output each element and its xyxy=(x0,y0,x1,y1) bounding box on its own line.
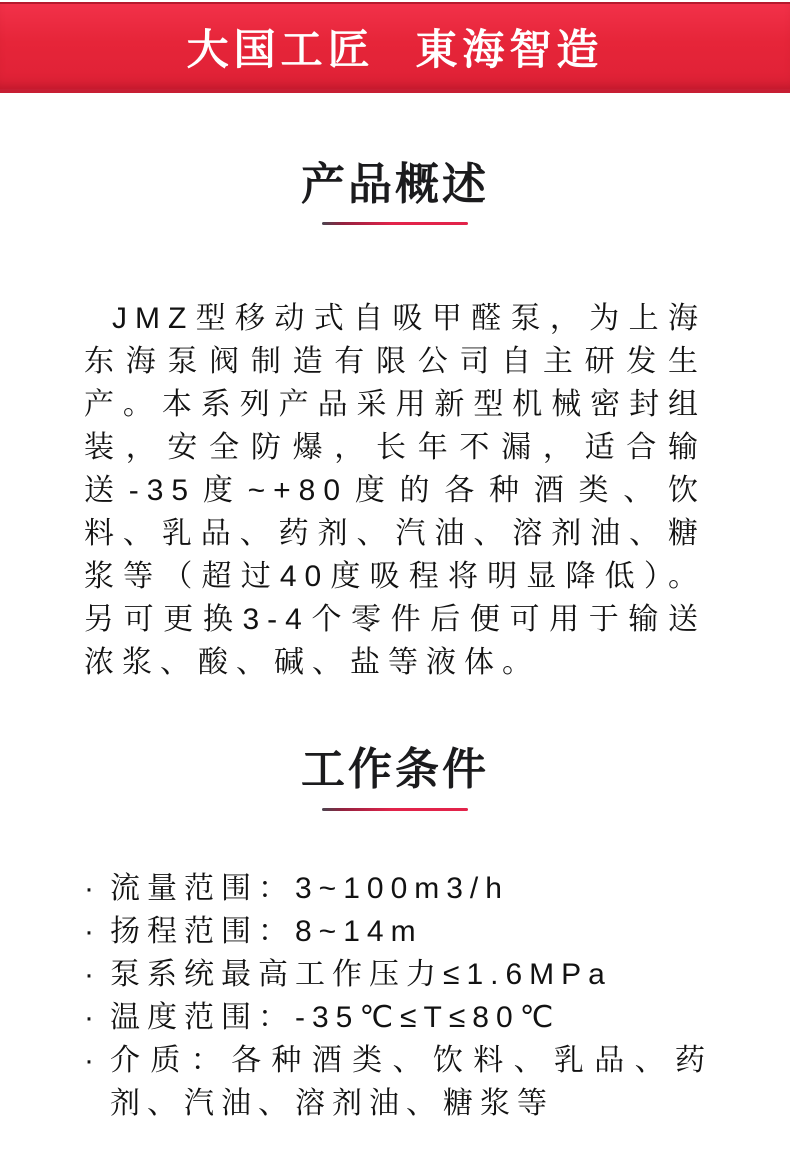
list-item xyxy=(84,867,712,910)
working-conditions-heading: 工作条件 xyxy=(301,745,489,795)
section-product-overview xyxy=(0,161,790,684)
overview-heading-underline xyxy=(322,222,468,225)
list-item xyxy=(84,996,712,1039)
bullet-icon: · xyxy=(84,957,101,991)
list-item-text: 流量范围：3~100m3/h xyxy=(110,871,509,905)
brand-banner-title: 大国工匠 東海智造 xyxy=(186,25,604,73)
list-item-text: 温度范围：-35℃≤T≤80℃ xyxy=(110,1000,561,1034)
list-item xyxy=(84,1039,712,1125)
list-item-text: 泵系统最高工作压力≤1.6MPa xyxy=(110,957,612,991)
working-conditions-heading-underline xyxy=(322,808,468,811)
bullet-icon: · xyxy=(84,1000,101,1034)
bullet-icon: · xyxy=(84,871,101,905)
brand-banner xyxy=(0,2,790,93)
list-item-text: 扬程范围：8~14m xyxy=(110,914,423,948)
bullet-icon: · xyxy=(84,1043,101,1077)
list-item xyxy=(84,953,712,996)
product-page xyxy=(0,2,790,1153)
list-item-text: 介质：各种酒类、饮料、乳品、药剂、汽油、溶剂油、糖浆等 xyxy=(110,1043,712,1120)
bullet-icon: · xyxy=(84,914,101,948)
list-item xyxy=(84,910,712,953)
overview-heading: 产品概述 xyxy=(301,160,489,209)
working-conditions-list xyxy=(0,867,790,1125)
overview-paragraph: JMZ型移动式自吸甲醛泵，为上海东海泵阀制造有限公司自主研发生产。本系列产品采用新型机械密封组装，安全防爆，长年不漏，适合输送-35度~+80度的各种酒类、饮料、乳品、药剂、汽油、溶剂油、糖浆等（超过40度吸程将明显降低）。另可更换3-4个零件后便可用于输送浓浆、酸、碱、盐等液体。 xyxy=(84,302,706,680)
section-working-conditions xyxy=(0,746,790,1124)
